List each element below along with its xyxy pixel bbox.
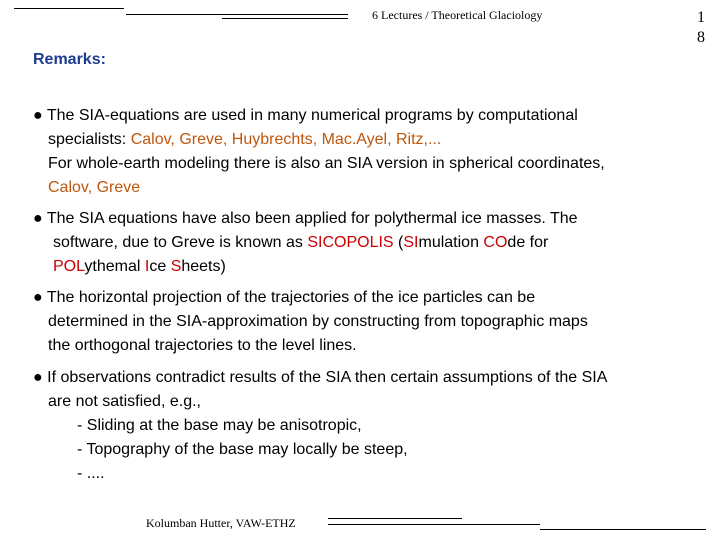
bullet-3-line-2: determined in the SIA-approximation by constructing from topographic maps [48,313,588,330]
bullet-icon: ● [33,107,43,124]
bullet-4-line-2: are not satisfied, e.g., [48,393,201,410]
header-rule-3 [222,18,348,19]
bullet-2-line-2: software, due to Greve is known as [53,234,308,251]
page-number-digit-1: 1 [697,9,705,26]
acronym-si: SI [403,234,419,251]
acronym-co: CO [483,234,508,251]
header-rule-1 [14,8,124,9]
acronym-i: I [144,258,150,275]
bullet-4 [33,366,693,486]
bullet-2-line-1: The SIA equations have also been applied for polythermal ice masses. The [46,210,578,227]
bullet-1-line-3: For whole-earth modeling there is also an SIA version in spherical coordinates, [48,155,605,172]
acronym-s: S [170,258,182,275]
text-mulation: mulation [418,234,484,251]
bullet-4-line-3: - Sliding at the base may be anisotropic, [77,417,362,434]
bullet-1-names-2: Calov, Greve [48,179,141,196]
bullet-icon: ● [33,289,43,306]
header-title: 6 Lectures / Theoretical Glaciology [372,8,543,22]
bullet-3-line-1: The horizontal projection of the trajectories of the ice particles can be [46,289,536,306]
bullet-icon: ● [33,210,43,227]
footer-rule-3 [540,529,706,530]
bullet-2 [33,207,693,279]
text-ythemal: ythemal [84,258,145,275]
remarks-heading: Remarks: [33,51,106,68]
header-rule-2 [126,14,348,15]
sicopolis-name: SICOPOLIS [307,234,394,251]
page-number-digit-2: 8 [697,29,705,46]
bullet-3-line-3: the orthogonal trajectories to the level lines. [48,337,357,354]
bullet-4-line-4: - Topography of the base may locally be steep, [77,441,408,458]
bullet-1-names: Calov, Greve, Huybrechts, Mac.Ayel, Ritz,... [130,131,442,148]
text-heets: heets) [181,258,226,275]
bullet-1 [33,104,693,200]
bullet-icon: ● [33,369,43,386]
bullet-4-line-5: - .... [77,465,105,482]
bullet-1-line-2: specialists: [48,131,131,148]
bullet-1-line-1: The SIA-equations are used in many numerical programs by computational [46,107,578,124]
page-number [694,8,708,48]
footer-rule-1 [328,518,462,519]
bullet-3 [33,286,693,358]
text-ce: ce [149,258,171,275]
acronym-pol: POL [53,258,85,275]
footer-author: Kolumban Hutter, VAW-ETHZ [146,516,296,530]
text-de-for: de for [507,234,549,251]
footer-rule-2 [328,524,540,525]
bullet-4-line-1: If observations contradict results of the SIA then certain assumptions of the SIA [47,369,608,386]
paren-open: ( [393,234,404,251]
